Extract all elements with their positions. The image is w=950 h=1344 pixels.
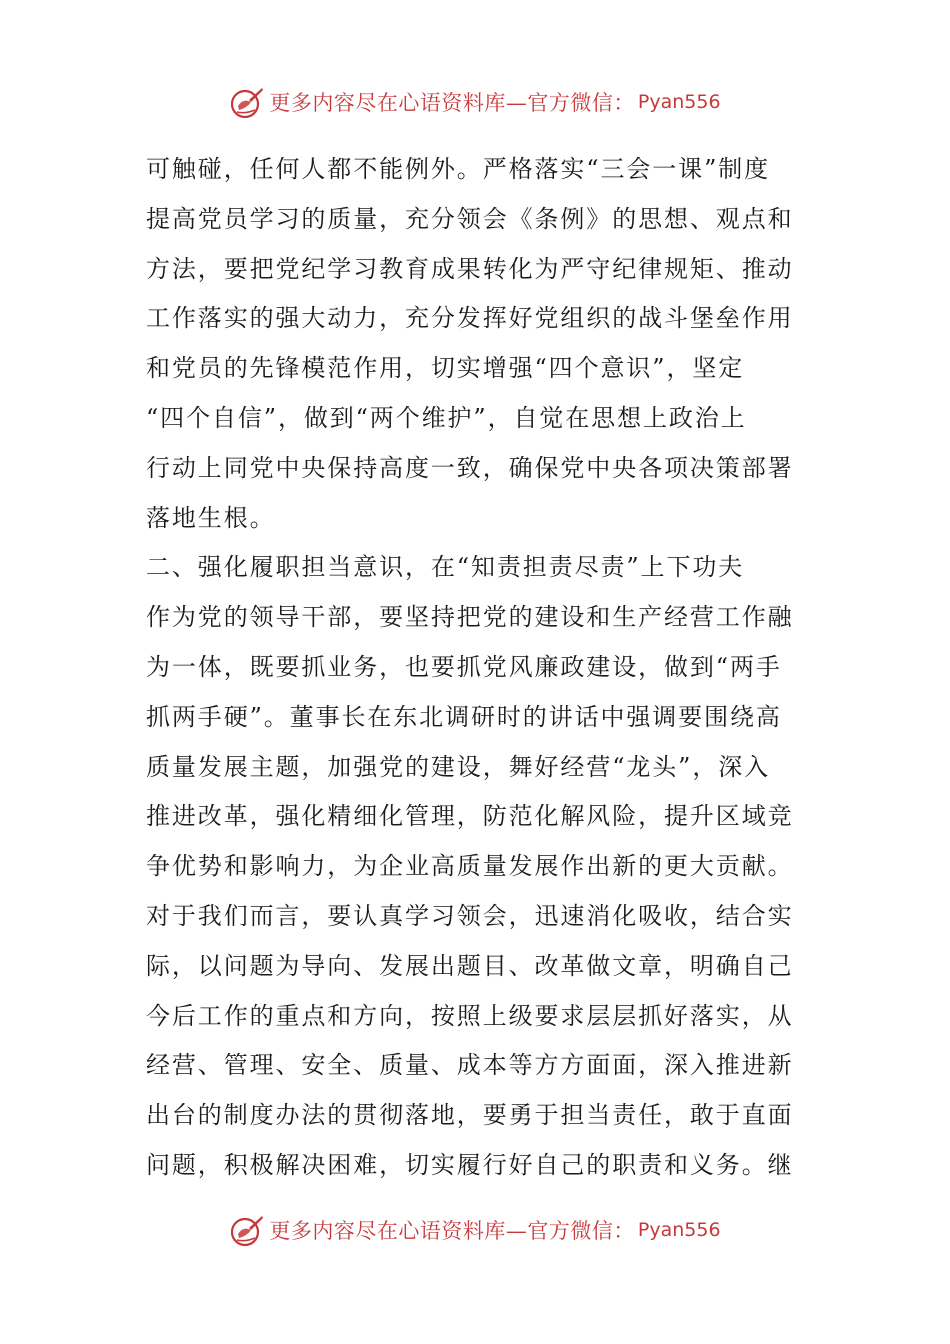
text-line: 作为党的领导干部，要坚持把党的建设和生产经营工作融 bbox=[146, 603, 794, 632]
document-body bbox=[146, 145, 811, 1191]
pen-seal-icon bbox=[229, 1212, 265, 1248]
text-line: 经营、管理、安全、质量、成本等方方面面，深入推进新 bbox=[146, 1051, 794, 1080]
text-line: 方法，要把党纪学习教育成果转化为严守纪律规矩、推动 bbox=[146, 254, 794, 283]
wechat-id: Pyan556 bbox=[637, 1219, 721, 1241]
text-line: 争优势和影响力，为企业高质量发展作出新的更大贡献。 bbox=[146, 852, 794, 881]
text-line: 出台的制度办法的贯彻落地，要勇于担当责任，敢于直面 bbox=[146, 1101, 794, 1130]
pen-seal-icon bbox=[229, 84, 265, 120]
text-line: 和党员的先锋模范作用，切实增强“四个意识”，坚定 bbox=[146, 354, 745, 383]
text-line: 际，以问题为导向、发展出题目、改革做文章，明确自己 bbox=[146, 951, 794, 980]
text-line: 提高党员学习的质量，充分领会《条例》的思想、观点和 bbox=[146, 204, 794, 233]
banner-text: 更多内容尽在心语资料库—官方微信： bbox=[269, 1219, 635, 1243]
text-line: “四个自信”，做到“两个维护”，自觉在思想上政治上 bbox=[146, 403, 747, 432]
text-line: 问题，积极解决困难，切实履行好自己的职责和义务。继 bbox=[146, 1150, 794, 1179]
banner-text: 更多内容尽在心语资料库—官方微信： bbox=[269, 91, 635, 115]
section-heading: 二、强化履职担当意识，在“知责担责尽责”上下功夫 bbox=[146, 553, 745, 582]
header-banner bbox=[0, 82, 950, 122]
text-line: 推进改革，强化精细化管理，防范化解风险，提升区域竞 bbox=[146, 802, 794, 831]
text-line: 质量发展主题，加强党的建设，舞好经营“龙头”，深入 bbox=[146, 752, 771, 781]
text-line: 工作落实的强大动力，充分发挥好党组织的战斗堡垒作用 bbox=[146, 304, 794, 333]
text-line: 对于我们而言，要认真学习领会，迅速消化吸收，结合实 bbox=[146, 901, 794, 930]
text-line: 可触碰，任何人都不能例外。严格落实“三会一课”制度 bbox=[146, 155, 771, 183]
text-line: 今后工作的重点和方向，按照上级要求层层抓好落实，从 bbox=[146, 1001, 794, 1030]
text-line: 为一体，既要抓业务，也要抓党风廉政建设，做到“两手 bbox=[146, 652, 782, 681]
text-line: 行动上同党中央保持高度一致，确保党中央各项决策部署 bbox=[146, 453, 794, 482]
text-line: 抓两手硬”。董事长在东北调研时的讲话中强调要围绕高 bbox=[146, 702, 782, 731]
footer-banner bbox=[0, 1210, 950, 1250]
text-line: 落地生根。 bbox=[146, 503, 276, 532]
wechat-id: Pyan556 bbox=[637, 91, 721, 113]
